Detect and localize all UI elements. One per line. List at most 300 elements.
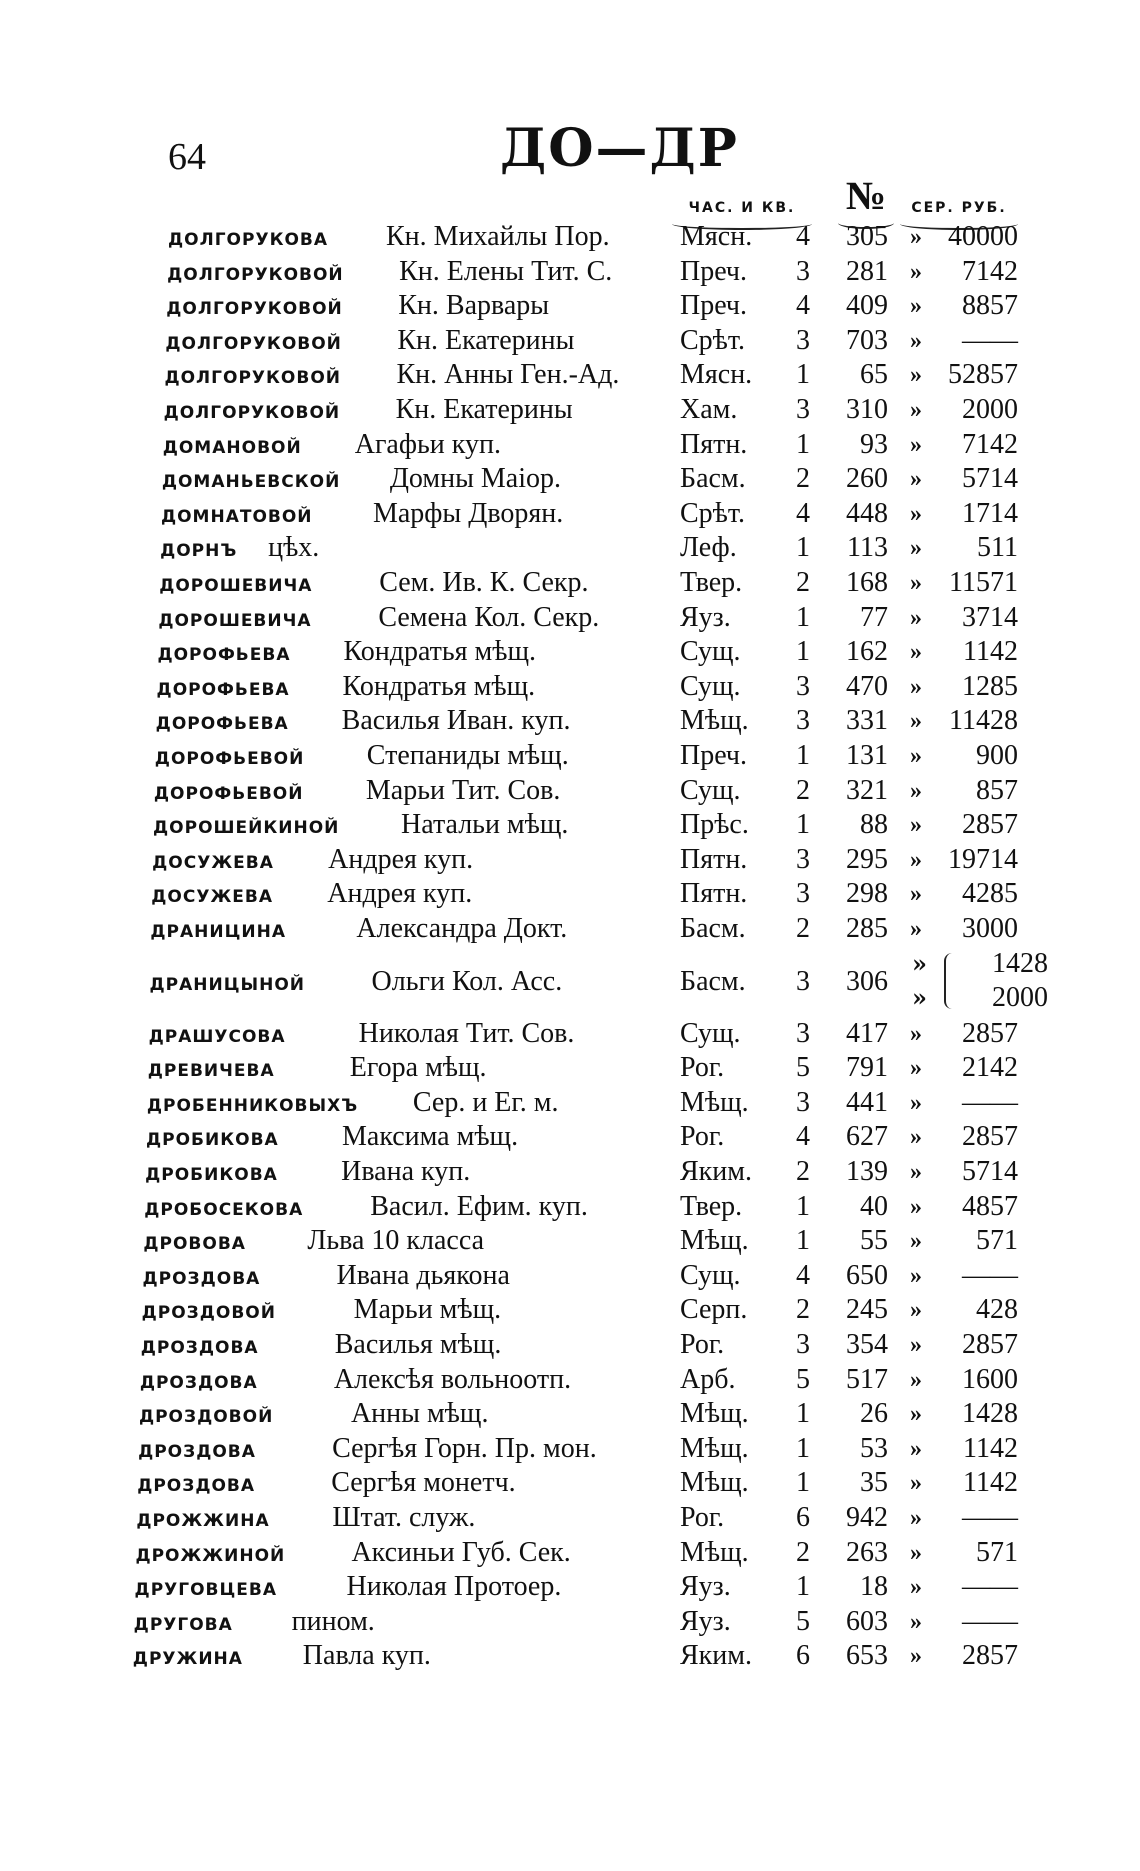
entry-district: Твер.: [679, 1190, 743, 1222]
entry-district: Пятн.: [679, 428, 748, 460]
entry-mark: »: [910, 224, 922, 250]
entry-district: Сущ.: [679, 670, 741, 702]
page-number: 64: [168, 136, 206, 178]
entry-district: Яуз.: [679, 1605, 731, 1637]
entry-row: [157, 635, 1020, 669]
entry-quarter: 1: [795, 809, 810, 841]
entry-row: [149, 947, 1048, 1017]
entry-surname: другова: [133, 1607, 233, 1636]
entry-mark: »: [911, 948, 927, 978]
entry-house-number: 409: [845, 290, 888, 322]
entry-house-number: 441: [845, 1086, 888, 1118]
entry-row: [135, 1536, 1020, 1570]
entry-amount: 11428: [949, 705, 1018, 737]
entry-quarter: 3: [795, 255, 810, 287]
entry-quarter: 3: [795, 1329, 810, 1360]
entry-quarter: 3: [795, 843, 810, 875]
entry-amount: ——: [961, 1502, 1018, 1533]
entry-mark: »: [909, 881, 922, 908]
entry-description: Семена Кол. Секр.: [378, 601, 600, 633]
entry-surname: домнатовой: [160, 499, 313, 528]
entry-house-number: 417: [845, 1017, 888, 1049]
entry-quarter: 3: [795, 965, 810, 997]
entry-surname: драшусова: [148, 1019, 286, 1048]
entry-description: Степаниды мѣщ.: [366, 740, 569, 771]
entry-surname: драницина: [150, 915, 286, 943]
entry-amount: 511: [977, 532, 1018, 564]
entry-description: Сер. и Ег. м.: [412, 1086, 559, 1118]
entry-description: Кн. Екатерины: [395, 394, 573, 425]
entry-row: [153, 808, 1020, 842]
entry-house-number: 26: [859, 1398, 888, 1430]
entry-mark: »: [909, 327, 922, 354]
entry-surname: дробенниковыхъ: [146, 1088, 359, 1117]
entry-surname: домановой: [162, 430, 302, 459]
entry-house-number: 77: [859, 601, 888, 633]
entry-quarter: 1: [795, 428, 810, 460]
entry-mark: »: [909, 846, 922, 873]
entry-quarter: 2: [795, 463, 810, 495]
entry-mark: »: [909, 708, 922, 735]
entry-mark: »: [909, 604, 922, 631]
entry-district: Яким.: [679, 1640, 752, 1672]
entry-description: Кн. Анны Ген.-Ад.: [396, 359, 620, 391]
entry-quarter: 2: [795, 774, 810, 806]
entry-description: Марфы Дворян.: [372, 497, 564, 529]
entry-surname: дробикова: [146, 1123, 279, 1152]
entry-district: Рог.: [679, 1052, 725, 1084]
entry-row: [154, 774, 1020, 808]
entry-quarter: 4: [795, 290, 810, 322]
entry-row: [149, 1017, 1020, 1051]
entry-description: Василья мѣщ.: [334, 1329, 502, 1360]
entry-row: [159, 566, 1020, 600]
entry-quarter: 1: [795, 1571, 810, 1603]
entry-district: Яким.: [679, 1156, 752, 1187]
entry-district: Срѣт.: [679, 324, 745, 356]
entry-amount: 428: [975, 1294, 1018, 1326]
entry-description: Ольги Кол. Асс.: [371, 965, 563, 997]
entry-quarter: 5: [795, 1363, 810, 1395]
entry-quarter: 6: [795, 1502, 810, 1533]
entry-surname: дроздова: [142, 1261, 261, 1290]
entry-house-number: 113: [847, 532, 888, 564]
entry-row: [155, 739, 1020, 773]
column-header-number-label: №: [845, 173, 887, 218]
entry-surname: дорофьева: [157, 638, 291, 667]
entry-district: Яуз.: [679, 1571, 731, 1603]
entry-description: Анны мѣщ.: [350, 1398, 489, 1430]
entry-district: Сущ.: [679, 774, 741, 806]
entry-quarter: 1: [795, 740, 810, 771]
entry-district: Мясн.: [679, 359, 753, 391]
entry-amount: 1428: [961, 1398, 1018, 1430]
entry-description: Марьи Тит. Сов.: [365, 774, 561, 806]
entry-house-number: 260: [845, 463, 888, 495]
entry-mark: »: [909, 397, 922, 423]
entry-amount: 7142: [961, 428, 1018, 460]
entry-mark: »: [909, 1608, 922, 1635]
entry-row: [136, 1501, 1020, 1535]
entry-house-number: 53: [859, 1432, 888, 1464]
entry-amount: ——: [961, 1571, 1018, 1603]
entry-row: [163, 428, 1020, 462]
entry-row: [146, 1120, 1020, 1154]
entry-description: Василья Иван. куп.: [341, 705, 571, 737]
entry-house-number: 18: [859, 1571, 888, 1603]
entry-house-number: 40: [859, 1190, 888, 1222]
entry-house-number: 603: [845, 1605, 888, 1637]
entry-row: [134, 1605, 1020, 1639]
entry-mark: »: [909, 777, 922, 804]
entry-house-number: 321: [845, 774, 888, 806]
entry-amount: 1714: [961, 497, 1018, 529]
entry-description: Марьи мѣщ.: [353, 1294, 502, 1326]
entry-row: [165, 324, 1020, 358]
entry-district: Мѣщ.: [679, 705, 749, 737]
entry-surname: дружина: [132, 1642, 243, 1671]
entry-quarter: 1: [795, 636, 810, 668]
entry-mark: »: [909, 812, 922, 839]
entry-description: Николая Тит. Сов.: [358, 1017, 575, 1049]
entry-surname: древичева: [147, 1054, 275, 1083]
entry-mark: »: [909, 639, 922, 666]
entry-surname: дрожжина: [136, 1504, 270, 1532]
entry-mark: »: [909, 293, 922, 320]
entry-house-number: 281: [845, 255, 888, 287]
entry-house-number: 627: [846, 1121, 888, 1153]
entry-row: [141, 1328, 1020, 1362]
entry-quarter: 4: [796, 1121, 810, 1153]
entry-row: [150, 912, 1020, 946]
entry-house-number: 263: [845, 1536, 888, 1568]
entry-row: [142, 1293, 1020, 1327]
entry-district: Арб.: [679, 1363, 736, 1395]
entry-house-number: 653: [845, 1640, 888, 1672]
entry-row: [133, 1639, 1020, 1673]
entry-mark: »: [909, 570, 922, 596]
entry-amount: 40000: [948, 221, 1018, 252]
entry-house-number: 791: [845, 1052, 888, 1084]
entry-surname: дорофьева: [156, 672, 290, 701]
entry-house-number: 131: [845, 740, 888, 771]
entry-house-number: 354: [845, 1329, 888, 1360]
entry-district: Прѣс.: [679, 809, 749, 841]
entry-amount: 1142: [963, 1432, 1018, 1464]
entry-row: [164, 358, 1020, 392]
entry-house-number: 139: [845, 1156, 888, 1187]
entry-house-number: 331: [845, 705, 888, 737]
entry-row: [142, 1259, 1020, 1293]
entry-quarter: 1: [795, 1432, 810, 1464]
entry-quarter: 1: [795, 1225, 810, 1257]
running-head: ДО—ДР: [500, 118, 739, 179]
entry-quarter: 1: [795, 601, 810, 633]
entry-quarter: 2: [795, 567, 810, 598]
entry-description: Аксиньи Губ. Сек.: [351, 1536, 571, 1568]
entry-surname: долгоруковой: [166, 292, 343, 321]
entry-district: Мѣщ.: [679, 1536, 749, 1568]
entry-description: Кондратья мѣщ.: [343, 636, 537, 668]
entry-quarter: 4: [795, 497, 810, 529]
entry-surname: дорофьевой: [154, 742, 305, 770]
entry-amount: ——: [961, 324, 1018, 356]
entry-quarter: 3: [795, 705, 810, 737]
entry-surname: дробосекова: [144, 1192, 304, 1221]
entry-surname: долгоруковой: [165, 326, 342, 355]
entry-quarter: 3: [795, 878, 810, 910]
entry-district: Мѣщ.: [679, 1086, 749, 1118]
entry-description: Штат. служ.: [332, 1502, 476, 1533]
entry-quarter: 5: [795, 1605, 810, 1637]
entry-quarter: 5: [795, 1052, 810, 1084]
entry-row: [152, 843, 1020, 877]
entry-district: Сущ.: [679, 1017, 741, 1049]
entry-quarter: 4: [796, 221, 810, 252]
entry-surname: дроздова: [139, 1365, 258, 1394]
entry-amount: 7142: [961, 255, 1018, 287]
entry-description: Льва 10 класса: [307, 1225, 485, 1257]
entry-mark: »: [909, 1435, 922, 1462]
entry-row: [144, 1190, 1020, 1224]
entry-amount: 11571: [949, 567, 1018, 598]
entry-row: [143, 1224, 1020, 1258]
entry-description: Ивана дьякона: [336, 1259, 510, 1291]
entry-mark: »: [909, 743, 922, 769]
entry-house-number: 650: [845, 1259, 888, 1291]
entry-mark: »: [909, 1643, 922, 1670]
entry-amount: 571: [975, 1225, 1018, 1257]
entry-description: Александра Докт.: [356, 913, 568, 944]
entry-description: Кн. Екатерины: [397, 324, 575, 356]
entry-quarter: 1: [795, 1467, 810, 1499]
entry-house-number: 470: [845, 670, 888, 702]
entry-amount: 2857: [961, 1329, 1018, 1360]
entry-quarter: 1: [795, 1398, 810, 1430]
entry-mark: »: [909, 1193, 922, 1220]
entry-surname: дроздовой: [138, 1400, 274, 1429]
entry-mark: »: [910, 1124, 922, 1151]
entry-row: [151, 877, 1020, 911]
entry-description: Ивана куп.: [341, 1156, 471, 1187]
entry-row: [138, 1432, 1020, 1466]
entry-surname: долгоруковой: [167, 257, 344, 286]
entry-district: Хам.: [679, 394, 738, 425]
entry-surname: дорнъ: [160, 534, 238, 563]
entry-surname: дроздовой: [141, 1296, 276, 1325]
entry-house-number: 93: [859, 428, 888, 460]
entry-description: Сергѣя монетч.: [331, 1467, 516, 1499]
entry-row: [137, 1466, 1020, 1500]
entry-mark: »: [909, 1366, 922, 1393]
entry-house-number: 65: [859, 359, 888, 391]
entry-house-number: 295: [845, 843, 888, 875]
entry-quarter: 3: [795, 1086, 810, 1118]
entry-quarter: 2: [795, 1536, 810, 1568]
entry-row: [145, 1155, 1020, 1189]
entry-mark: »: [909, 1539, 922, 1566]
entry-surname: дровова: [143, 1227, 246, 1256]
entry-surname: драницыной: [149, 967, 306, 996]
entry-description: Кондратья мѣщ.: [342, 670, 536, 702]
entry-description: Андрея куп.: [327, 878, 473, 910]
entry-amount: 4857: [961, 1190, 1018, 1222]
entry-house-number: 35: [859, 1467, 888, 1499]
entry-surname: дорофьевой: [153, 776, 304, 805]
entry-amount: 2142: [961, 1052, 1018, 1084]
entry-district: Мясн.: [680, 221, 753, 252]
entry-amount: 3000: [961, 913, 1018, 944]
entry-house-number: 448: [845, 497, 888, 529]
entry-mark: »: [909, 1159, 922, 1185]
entry-district: Леф.: [679, 532, 737, 564]
entry-row: [157, 670, 1020, 704]
entry-amount: 2857: [961, 1640, 1018, 1672]
entry-row: [158, 601, 1020, 635]
entry-amount: 19714: [947, 843, 1018, 875]
entry-description: Кн. Елены Тит. С.: [399, 255, 613, 287]
entry-description: Максима мѣщ.: [342, 1121, 519, 1153]
entry-quarter: 4: [795, 1259, 810, 1291]
entry-amount: 2857: [962, 1121, 1018, 1153]
entry-amount: 1600: [961, 1363, 1018, 1395]
entry-district: Преч.: [679, 290, 748, 322]
entry-district: Яуз.: [679, 601, 731, 633]
entry-amount: 2000: [961, 394, 1018, 425]
entry-amount: ——: [961, 1086, 1018, 1118]
entry-district: Басм.: [679, 965, 746, 997]
entry-surname: дорошевича: [158, 603, 312, 632]
entry-surname: дрожжиной: [135, 1538, 286, 1567]
entry-mark: »: [909, 466, 922, 493]
entry-quarter: 2: [795, 1294, 810, 1326]
entry-mark: »: [909, 1228, 922, 1255]
entry-quarter: 3: [795, 1017, 810, 1049]
entry-description: Домны Маіор.: [389, 463, 562, 495]
entry-quarter: 6: [795, 1640, 810, 1672]
entry-district: Сущ.: [679, 636, 741, 668]
entry-house-number: 703: [845, 324, 888, 356]
entry-description: Васил. Ефим. куп.: [370, 1190, 588, 1222]
entry-quarter: 3: [795, 670, 810, 702]
entry-amount: 5714: [961, 1156, 1018, 1187]
entry-house-number: 942: [845, 1502, 888, 1533]
entry-surname: дорошевича: [159, 569, 313, 597]
entry-amount: 8857: [961, 290, 1018, 322]
entry-row: [139, 1397, 1020, 1431]
entry-district: Твер.: [679, 567, 743, 598]
entry-surname: доманьевской: [161, 465, 341, 494]
entry-quarter: 3: [795, 324, 810, 356]
entry-surname: дробикова: [145, 1158, 278, 1186]
entry-mark: »: [909, 500, 922, 527]
entry-house-number: 306: [845, 965, 888, 997]
amount-brace: [944, 953, 956, 1009]
entry-district: Пятн.: [679, 843, 748, 875]
entry-mark: »: [909, 1089, 922, 1116]
entry-district: Басм.: [679, 913, 746, 944]
entry-mark: »: [909, 1574, 922, 1601]
entry-description: пином.: [291, 1605, 375, 1637]
entry-amount: ——: [961, 1605, 1018, 1637]
entry-quarter: 1: [795, 359, 810, 391]
entry-amount: 1142: [963, 636, 1018, 668]
entry-row: [160, 531, 1020, 565]
entry-mark: »: [909, 1470, 922, 1497]
entry-house-number: 305: [846, 221, 888, 252]
entry-mark: »: [909, 1297, 922, 1324]
entry-district: Басм.: [679, 463, 746, 495]
entry-surname: досужева: [151, 880, 273, 909]
entry-row: [147, 1086, 1020, 1120]
entry-house-number: 310: [845, 394, 888, 425]
entry-surname: дорофьева: [155, 707, 289, 736]
entry-mark: »: [911, 982, 927, 1012]
entry-district: Рог.: [679, 1502, 725, 1533]
entry-house-number: 285: [845, 913, 888, 944]
entry-row: [162, 462, 1020, 496]
entry-amount: 900: [975, 740, 1018, 771]
entry-description: цѣх.: [268, 532, 320, 564]
entry-amount: 2857: [961, 1017, 1018, 1049]
entry-mark: »: [909, 1401, 922, 1428]
entry-district: Мѣщ.: [679, 1432, 749, 1464]
entry-mark: »: [909, 1505, 922, 1531]
entry-quarter: 1: [795, 1190, 810, 1222]
entry-row: [161, 497, 1020, 531]
entry-amount: 1285: [961, 670, 1018, 702]
entry-amount: 5714: [961, 463, 1018, 495]
entry-house-number: 162: [845, 636, 888, 668]
entry-amount: 3714: [961, 601, 1018, 633]
entry-amount: ——: [961, 1259, 1018, 1291]
entry-amount: 857: [975, 774, 1018, 806]
entry-district: Мѣщ.: [679, 1225, 749, 1257]
entry-surname: долгорукова: [168, 223, 329, 251]
entry-mark: »: [909, 258, 922, 285]
column-header-rubles-label: СЕР. РУБ.: [911, 200, 1007, 216]
entry-surname: досужева: [152, 845, 274, 874]
entry-quarter: 1: [795, 532, 810, 564]
entry-district: Рог.: [679, 1329, 725, 1360]
entry-description: Николая Протоер.: [346, 1571, 562, 1603]
entry-mark: »: [909, 431, 922, 458]
entry-surname: дроздова: [140, 1331, 259, 1359]
entry-amount: 2000: [991, 981, 1048, 1013]
entry-mark: »: [909, 1262, 922, 1289]
entry-mark: »: [909, 1055, 922, 1082]
entry-district: Пятн.: [679, 878, 748, 910]
entry-district: Преч.: [679, 740, 748, 771]
entry-quarter: 2: [795, 1156, 810, 1187]
entry-description: Андрея куп.: [328, 843, 474, 875]
entry-house-number: 88: [859, 809, 888, 841]
entry-quarter: 3: [795, 394, 810, 425]
entry-description: Алексѣя вольноотп.: [333, 1363, 572, 1395]
column-header-part-label: ЧАС. И КВ.: [688, 200, 796, 216]
entry-amount: 2857: [961, 809, 1018, 841]
entry-description: Кн. Варвары: [398, 290, 550, 322]
entry-surname: друговцева: [134, 1573, 277, 1602]
entry-description: Натальи мѣщ.: [401, 809, 569, 841]
entry-description: Кн. Михайлы Пор.: [386, 221, 610, 252]
entry-mark: »: [909, 535, 922, 562]
entry-district: Серп.: [679, 1294, 748, 1326]
entry-amount: 52857: [947, 359, 1018, 391]
entry-amount: 571: [975, 1536, 1018, 1568]
entry-description: Егора мѣщ.: [349, 1052, 487, 1084]
entry-surname: дроздова: [138, 1434, 256, 1463]
